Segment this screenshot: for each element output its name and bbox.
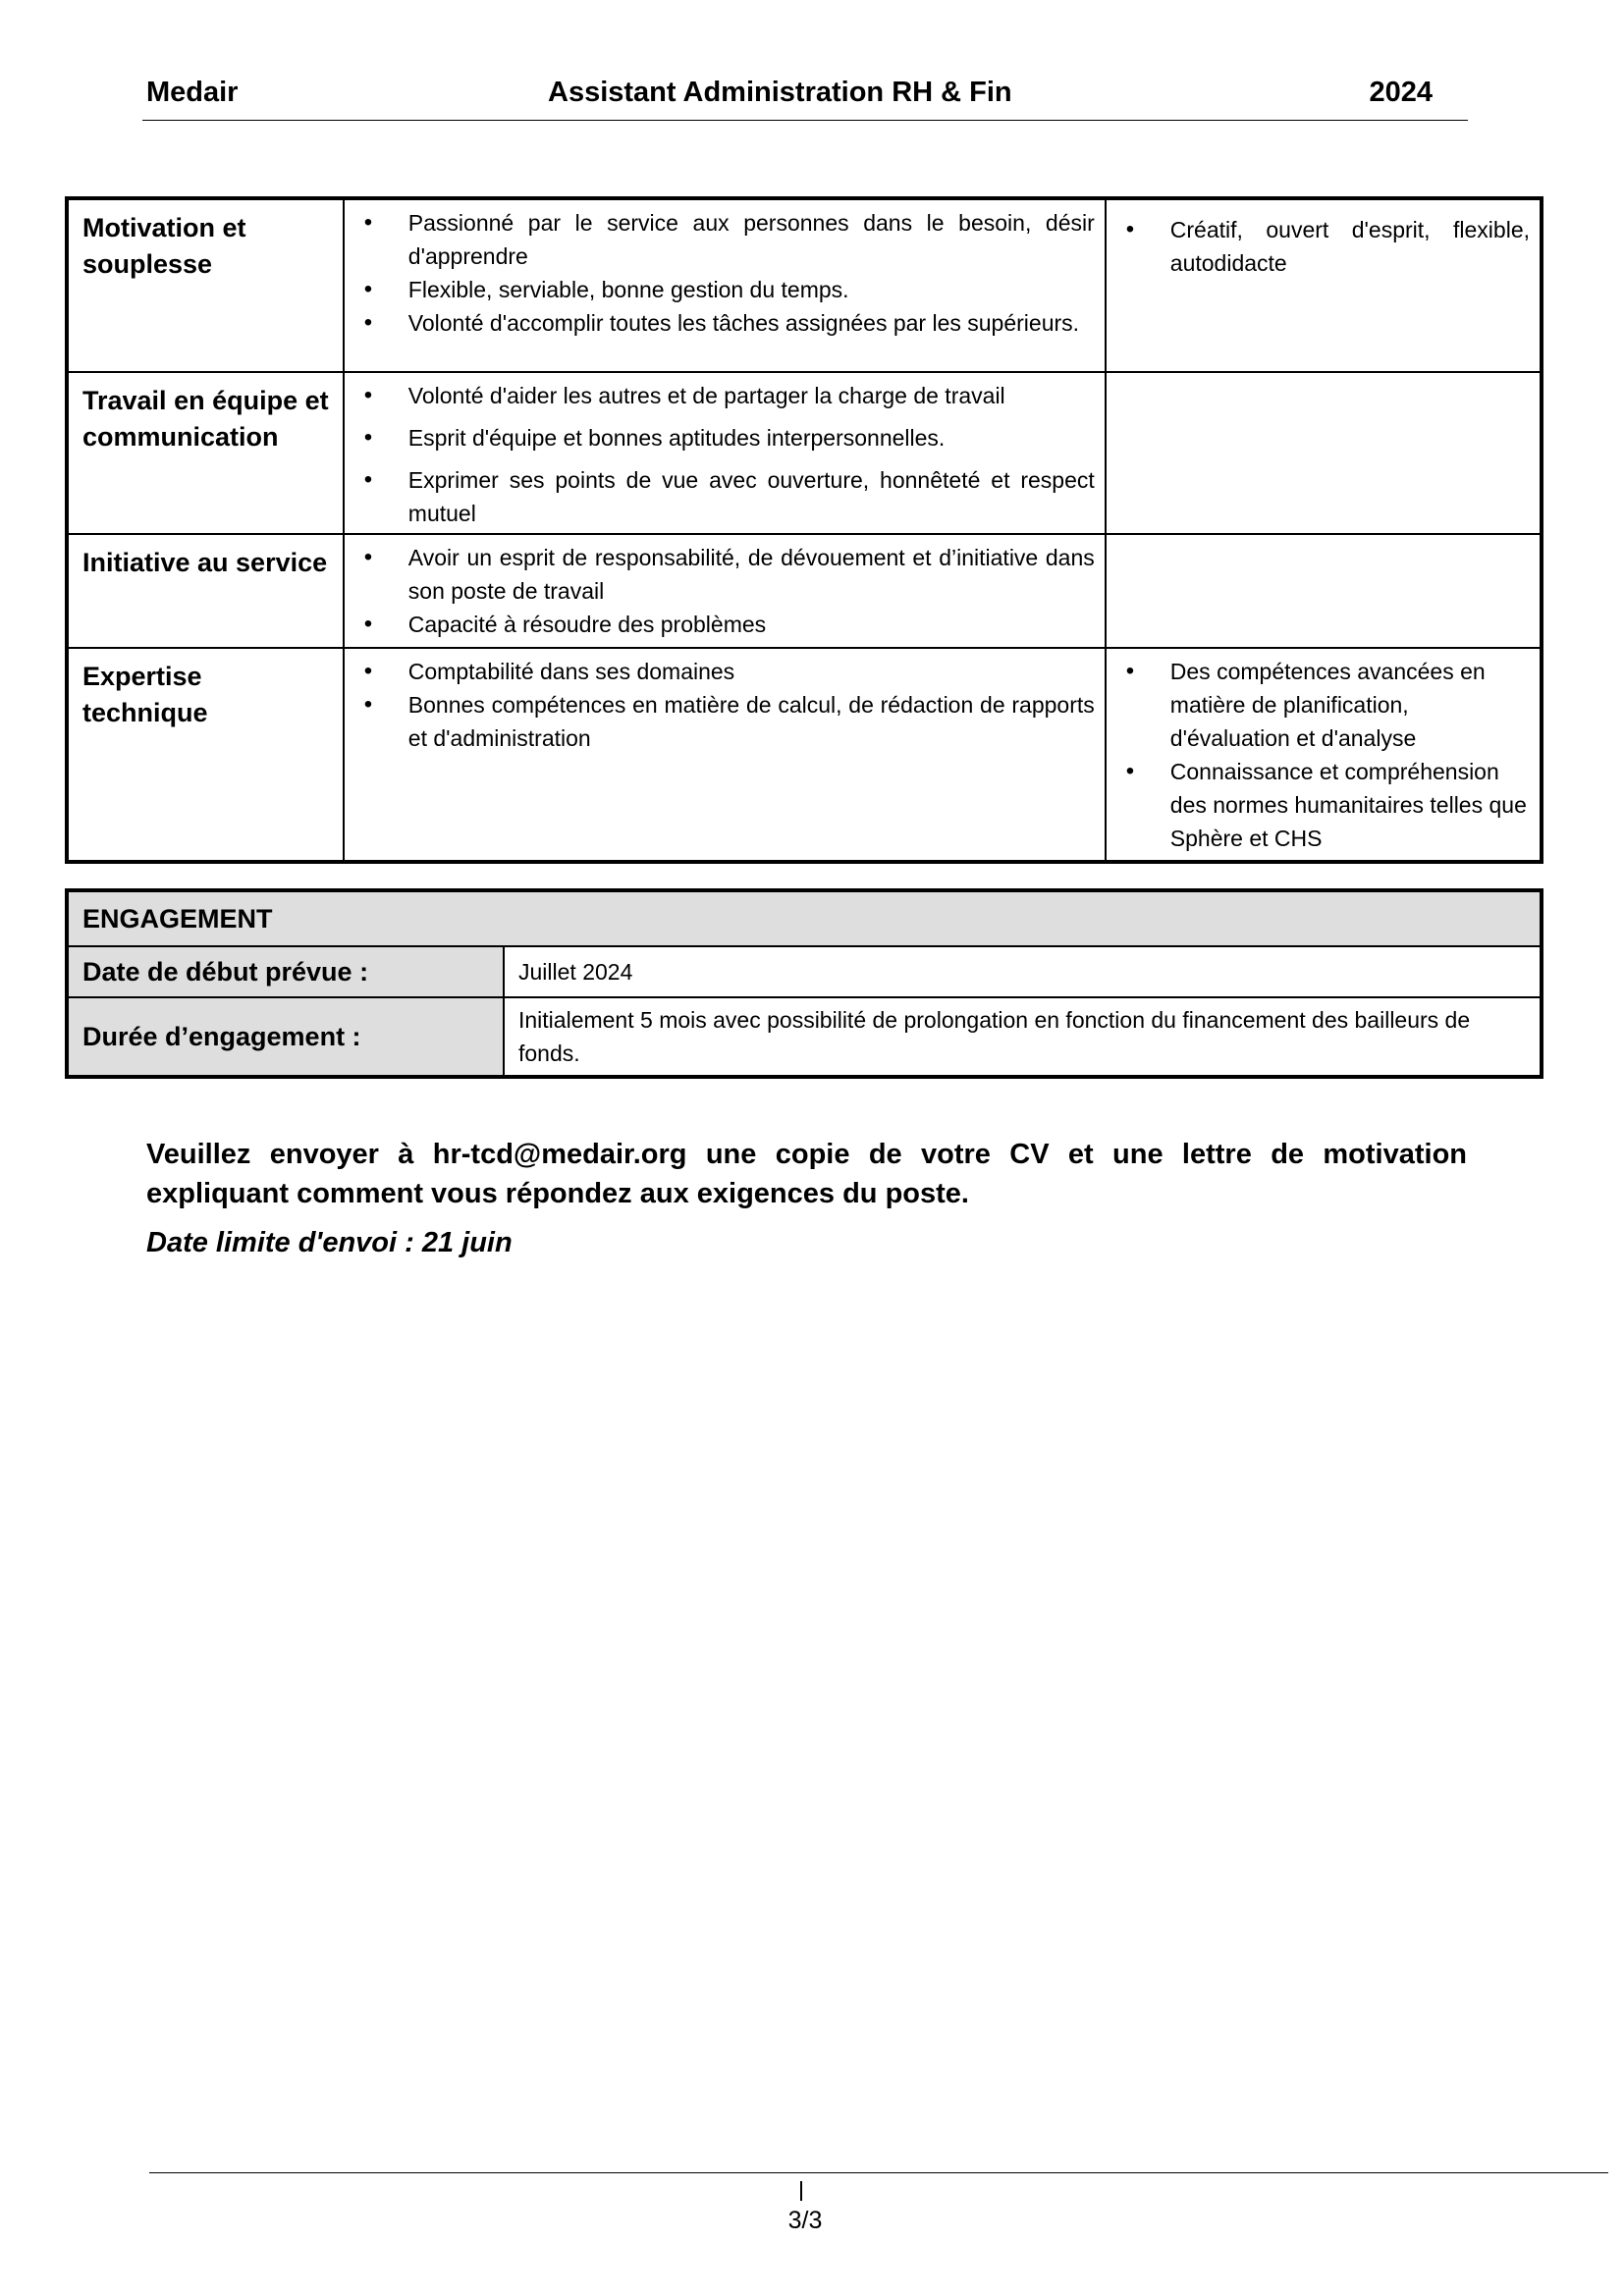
list-item: • Connaissance et compréhension des normes humanitaires telles que Sphère et CHS [1120,755,1530,855]
competency-heading: Motivation et souplesse [67,198,344,372]
list-item: • Capacité à résoudre des problèmes [358,608,1095,641]
table-row [67,946,1542,997]
footer-divider [149,2172,1608,2173]
required-cell [344,534,1106,648]
required-cell [344,198,1106,372]
page-header [142,77,1468,121]
document-title: Assistant Administration RH & Fin [548,77,1012,108]
desirable-cell [1106,198,1542,372]
table-row [67,198,1542,372]
application-deadline: Date limite d'envoi : 21 juin [146,1227,513,1258]
list-item: • Exprimer ses points de vue avec ouverture, honnêteté et respect mutuel [358,463,1095,530]
start-date-label: Date de début prévue : [67,946,504,997]
table-row [67,372,1542,534]
engagement-table [65,888,1543,1079]
competency-heading: Travail en équipe et communication [67,372,344,534]
competencies-table [65,196,1543,864]
required-cell [344,372,1106,534]
list-item: • Esprit d'équipe et bonnes aptitudes interpersonnelles. [358,421,1095,454]
list-item: • Avoir un esprit de responsabilité, de dévouement et d’initiative dans son poste de travail [358,541,1095,608]
list-item: • Volonté d'aider les autres et de partager la charge de travail [358,379,1095,412]
document-year: 2024 [1369,77,1433,108]
list-item: • Flexible, serviable, bonne gestion du temps. [358,273,1095,306]
organization-name: Medair [146,77,239,108]
duration-label: Durée d’engagement : [67,997,504,1077]
competency-heading: Initiative au service [67,534,344,648]
table-row [67,648,1542,862]
start-date-value: Juillet 2024 [504,946,1542,997]
table-row [67,890,1542,946]
list-item: • Des compétences avancées en matière de planification, d'évaluation et d'analyse [1120,655,1530,755]
application-instruction: Veuillez envoyer à hr-tcd@medair.org une copie de votre CV et une lettre de motivation expliquant comment vous répondez aux exigences du poste. [146,1139,1467,1209]
desirable-cell [1106,648,1542,862]
list-item: • Volonté d'accomplir toutes les tâches assignées par les supérieurs. [358,306,1095,340]
engagement-title: ENGAGEMENT [67,890,1542,946]
list-item: • Passionné par le service aux personnes dans le besoin, désir d'apprendre [358,206,1095,273]
footer-mark [800,2181,802,2201]
required-cell [344,648,1106,862]
table-row [67,534,1542,648]
desirable-cell [1106,372,1542,534]
page-number: 3/3 [787,2207,823,2234]
desirable-cell [1106,534,1542,648]
duration-value: Initialement 5 mois avec possibilité de prolongation en fonction du financement des bailleurs de fonds. [504,997,1542,1077]
list-item: • Bonnes compétences en matière de calcul, de rédaction de rapports et d'administration [358,688,1095,755]
competency-heading: Expertise technique [67,648,344,862]
list-item: • Comptabilité dans ses domaines [358,655,1095,688]
table-row [67,997,1542,1077]
list-item: • Créatif, ouvert d'esprit, flexible, autodidacte [1120,213,1530,280]
